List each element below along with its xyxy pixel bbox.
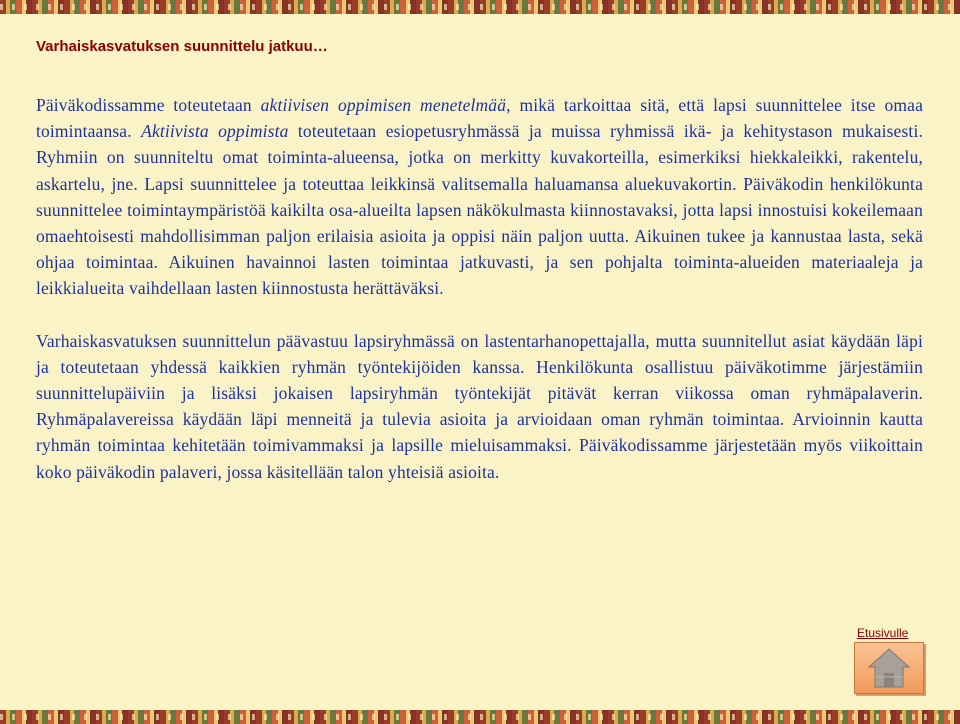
home-button[interactable]	[854, 642, 924, 694]
home-link-label[interactable]: Etusivulle	[857, 626, 909, 640]
paragraph-active-learning	[36, 92, 923, 302]
paragraph-planning-responsibility: Varhaiskasvatuksen suunnittelun päävastuu lapsiryhmässä on lastentarhanopettajalla, mutta suunnitellut asiat käydään läpi ja toteutetaan yhdessä kaikkien ryhmän työntekijöiden kanssa. Henkilökunta osallistuu päiväkotimme järjestämiin suunnittelupäiviin ja lisäksi jokaisen lapsiryhmän työntekijät pitävät kerran viikossa oman ryhmäpalaverin. Ryhmäpalavereissa käydään läpi menneitä ja tulevia asioita ja arvioidaan oman ryhmän toimintaa. Arvioinnin kautta ryhmän toimintaa kehitetään toimivammaksi ja lapsille mieluisammaksi. Päiväkodissamme järjestetään myös viikoittain koko päiväkodin palaveri, jossa käsitellään talon yhteisiä asioita.	[36, 330, 923, 482]
p1-text-b: , mikä tarkoittaa sitä, että lapsi suunnittelee itse omaa toimintaansa.	[36, 95, 924, 142]
house-icon	[867, 647, 911, 689]
decorative-border-bottom	[0, 710, 960, 724]
p1-emphasis-method: aktiivisen oppimisen menetelmää	[260, 95, 507, 115]
page-title: Varhaiskasvatuksen suunnittelu jatkuu…	[36, 38, 328, 55]
home-link[interactable]	[853, 624, 925, 694]
p1-text-c: toteutetaan esiopetusryhmässä ja muissa ryhmissä ikä- ja kehitystason mukaisesti. Ryhmiin on suunniteltu omat toiminta-alueensa, jotka on merkitty kuvakorteilla, esimerkiksi hiekkaleikki, rakentelu, askartelu, jne. Lapsi suunnittelee ja toteuttaa leikkinsä valitsemalla haluamansa aluekuvakortin. Päiväkodin henkilökunta suunnittelee toimintaympäristöä kaikilta osa-alueilta lapsen näkökulmasta kiinnostavaksi, jotta lapsi innostuisi kokeilemaan omaehtoisesti mahdollisimman paljon erilaisia asioita ja oppisi näin paljon uutta. Aikuinen tukee ja kannustaa lasta, sekä ohjaa toimintaa. Aikuinen havainnoi lasten toimintaa jatkuvasti, ja sen pohjalta toiminta-alueiden materiaaleja ja leikkialueita vaihdellaan lasten kiinnostusta herättäväksi.	[36, 121, 923, 299]
decorative-border-top	[0, 0, 960, 14]
p1-emphasis-active: Aktiivista oppimista	[141, 121, 289, 142]
p1-text-a: Päiväkodissamme toteutetaan	[36, 95, 261, 115]
content-body	[36, 92, 923, 485]
